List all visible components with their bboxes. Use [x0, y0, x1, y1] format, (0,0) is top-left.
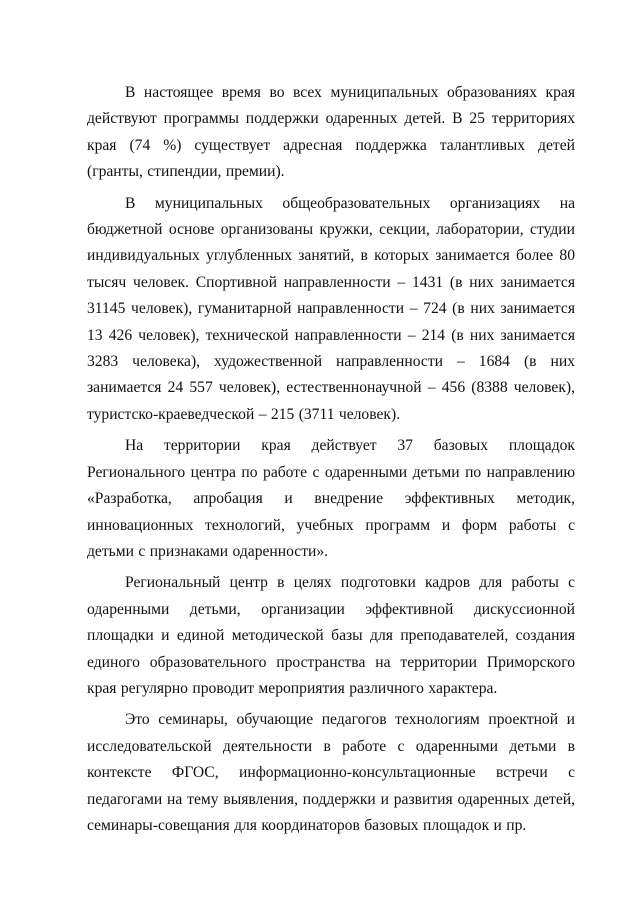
paragraph-base-sites: На территории края действует 37 базовых площадок Регионального центра по работе с одаренными детьми по направлению «Разработка, апробация и внедрение эффективных методик, инновационных технологий, учебных программ и форм работы с детьми с признаками одаренности». [87, 437, 575, 560]
paragraph-gifted-support-programs: В настоящее время во всех муниципальных образованиях края действуют программы поддержки одаренных детей. В 25 территориях края (74 %) существует адресная поддержка талантливых детей (гранты, стипендии, премии). [87, 84, 575, 181]
paragraph-regional-center-events: Региональный центр в целях подготовки кадров для работы с одаренными детьми, организации эффективной дискуссионной площадки и единой методической базы для преподавателей, создания единого образовательного пространства на территории Приморского края регулярно проводит мероприятия различного характера. [87, 574, 575, 697]
paragraph-school-clubs-statistics: В муниципальных общеобразовательных организациях на бюджетной основе организованы кружки, секции, лаборатории, студии индивидуальных углубленных занятий, в которых занимается более 80 тысяч человек. Спортивной направленности – 1431 (в них занимается 31145 человек), гуманитарной направленности – 724 (в них занимается 13 426 человек), технической направленности – 214 (в них занимается 3283 человека), художественной направленности – 1684 (в них занимается 24 557 человек), естественнонаучной – 456 (8388 человек), туристско-краеведческой – 215 (3711 человек). [87, 194, 575, 423]
document-body [87, 80, 575, 844]
paragraph-seminars: Это семинары, обучающие педагогов технологиям проектной и исследовательской деятельности в работе с одаренными детьми в контексте ФГОС, информационно-консультационные встречи с педагогами на тему выявления, поддержки и развития одаренных детей, семинары-совещания для координаторов базовых площадок и пр. [87, 711, 575, 834]
